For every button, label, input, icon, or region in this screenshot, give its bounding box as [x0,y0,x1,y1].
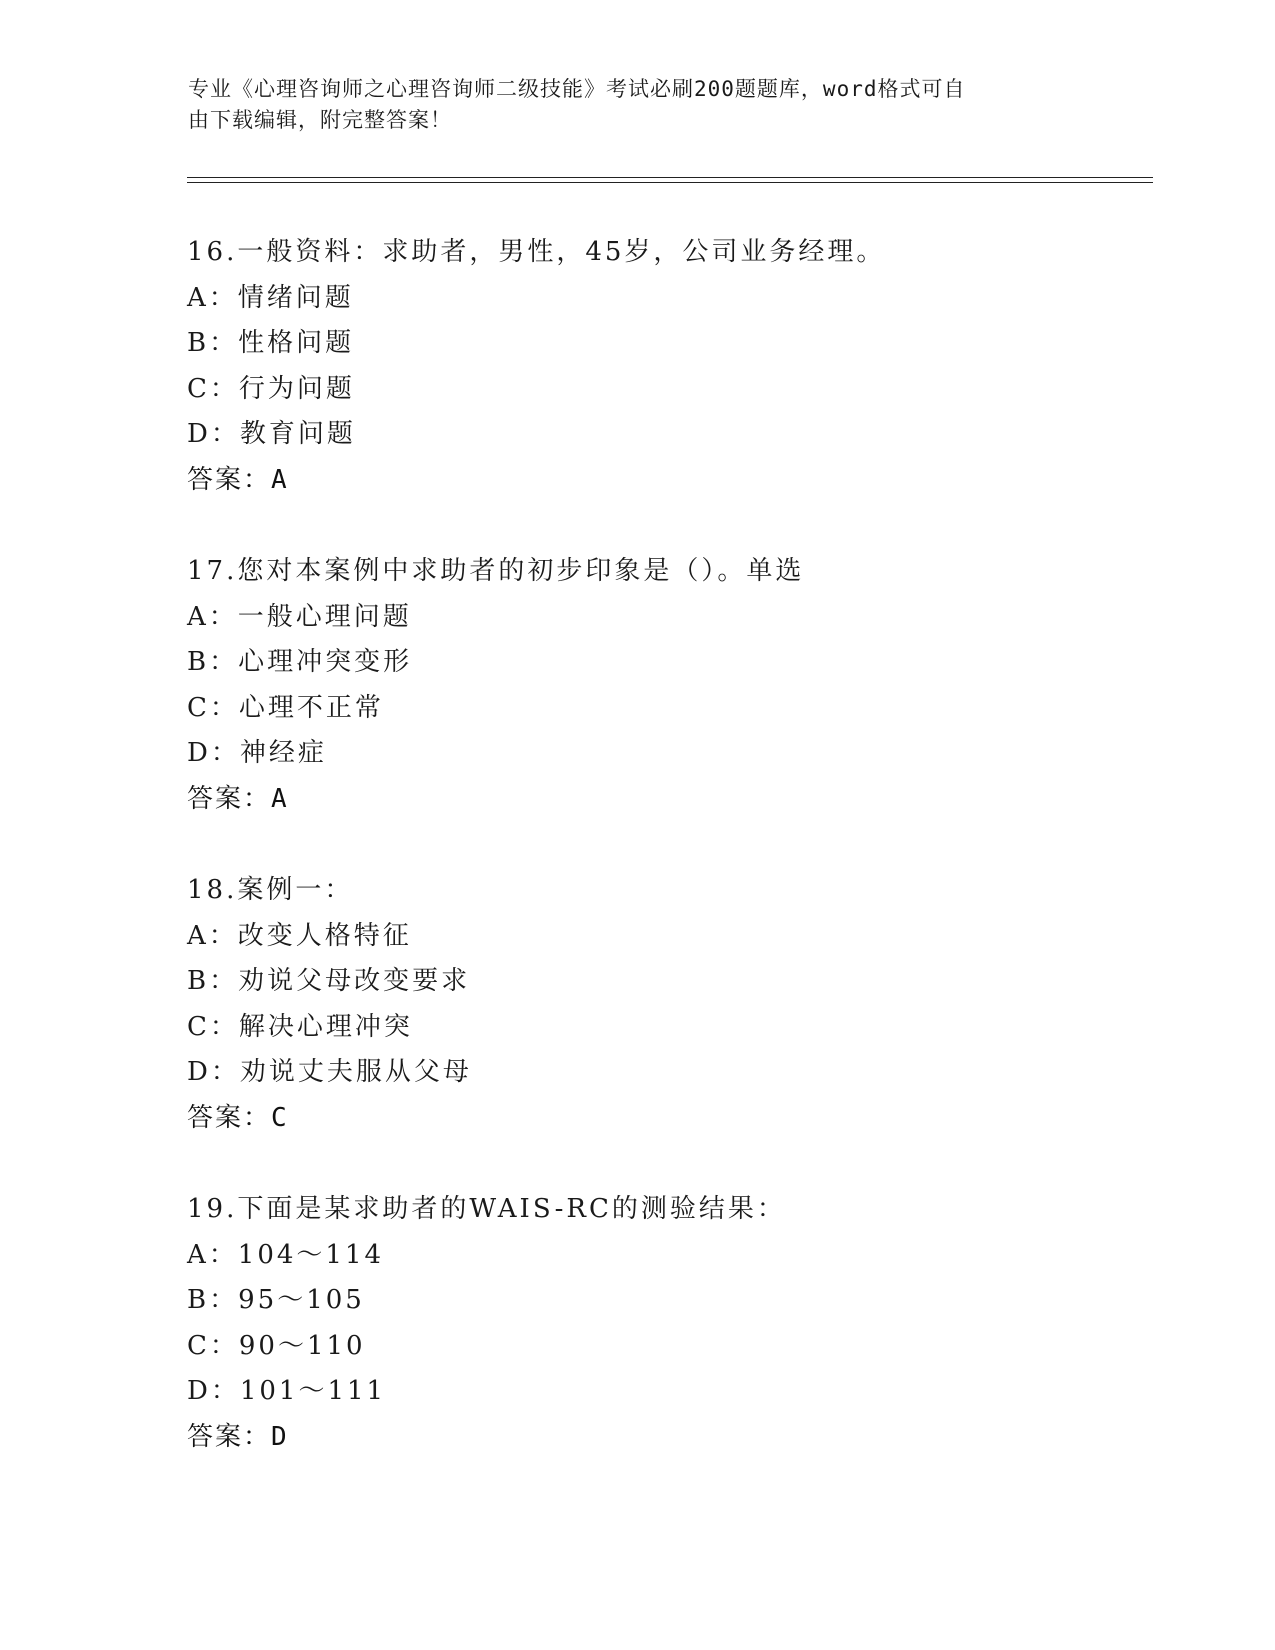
answer-line [187,1415,1127,1461]
option-b: B：95～105 [187,1285,365,1315]
option-c: C：解决心理冲突 [187,1011,413,1042]
question-stem: 19.下面是某求助者的WAIS-RC的测验结果： [187,1194,786,1224]
question-19 [187,1187,1127,1460]
answer-label: 答案： [187,1102,272,1133]
answer-label: 答案： [187,1421,272,1452]
header-line-2: 由下载编辑，附完整答案！ [188,108,452,132]
option-d: D：劝说丈夫服从父母 [187,1057,472,1087]
option-b: B：心理冲突变形 [187,647,413,677]
question-stem: 18.案例一： [187,875,354,905]
option-d: D：101～111 [187,1376,387,1406]
answer-value: A [271,464,288,495]
option-a: A：104～114 [187,1239,385,1270]
option-a: A：情绪问题 [187,282,354,313]
header-line-1: 专业《心理咨询师之心理咨询师二级技能》考试必刷200题题库，word格式可自 [188,77,966,101]
option-b: B：劝说父母改变要求 [187,966,471,996]
option-a: A：一般心理问题 [187,601,412,632]
answer-value: A [271,783,288,814]
answer-line [187,777,1127,823]
answer-label: 答案： [187,783,272,814]
option-d: D：教育问题 [187,419,356,449]
question-stem: 16.一般资料：求助者，男性，45岁，公司业务经理。 [187,237,886,267]
option-b: B：性格问题 [187,328,355,358]
question-stem: 17.您对本案例中求助者的初步印象是（）。单选 [187,556,805,586]
option-d: D：神经症 [187,738,327,768]
answer-line [187,458,1127,504]
option-a: A：改变人格特征 [187,920,412,951]
question-17 [187,549,1127,822]
document-header [188,74,1068,136]
header-divider-top [187,177,1153,178]
question-16 [187,230,1127,503]
answer-value: D [271,1421,288,1452]
option-c: C：心理不正常 [187,692,384,723]
answer-line [187,1096,1127,1142]
option-c: C：90～110 [187,1330,366,1361]
option-c: C：行为问题 [187,373,355,404]
answer-value: C [271,1102,288,1133]
question-18 [187,868,1127,1141]
answer-label: 答案： [187,464,272,495]
header-divider-bottom [187,182,1153,183]
